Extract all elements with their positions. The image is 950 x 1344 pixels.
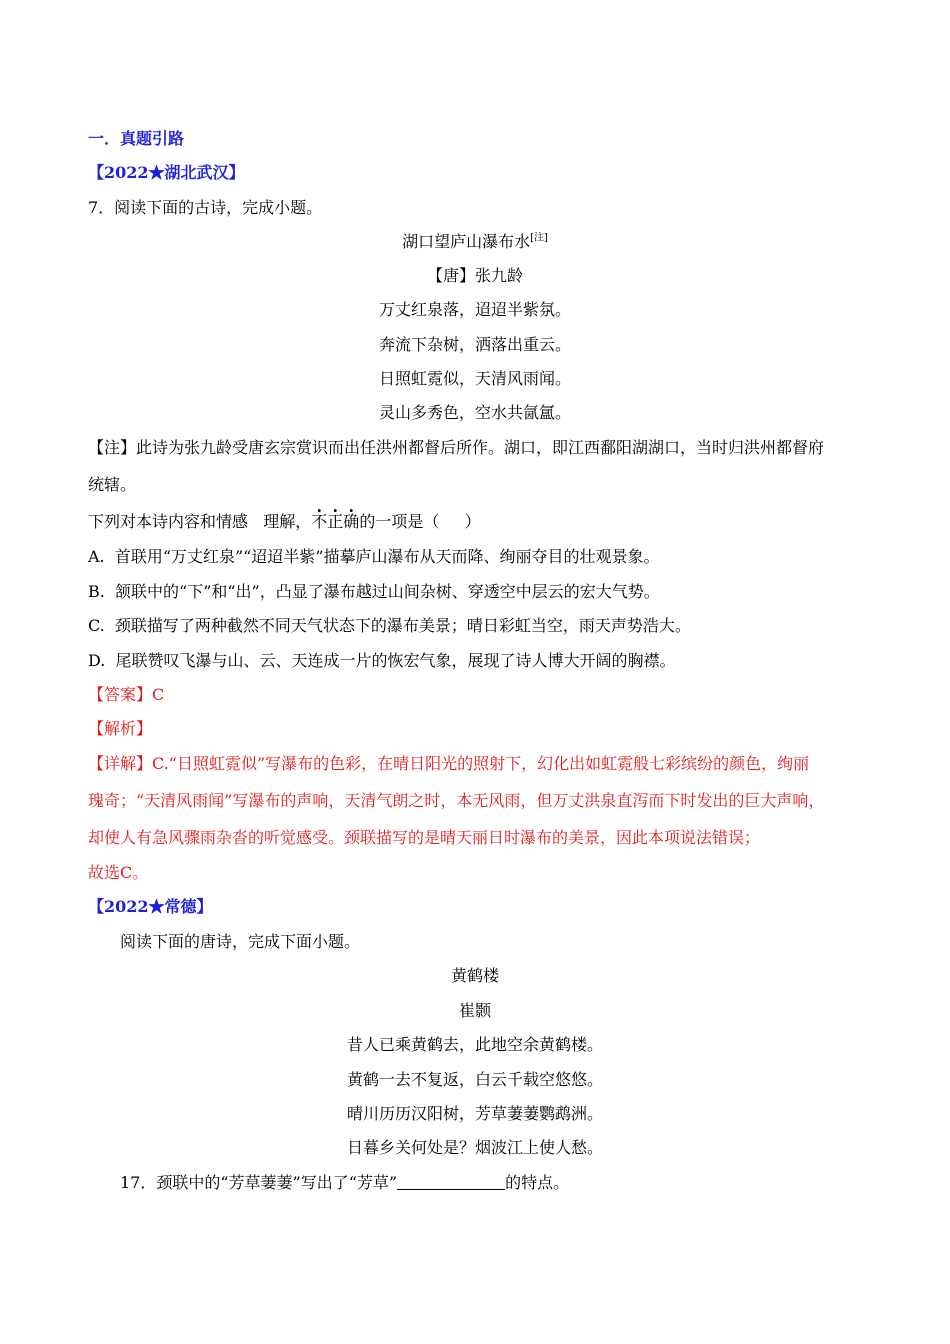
q1-note-line: 【注】此诗为张九龄受唐玄宗赏识而出任洪州都督后所作。湖口，即江西鄱阳湖湖口，当时归洪州都督府: [88, 438, 825, 457]
q1-answer-label: 【答案】: [88, 685, 153, 704]
q1-option-c: C. 颈联描写了两种截然不同天气状态下的瀑布美景；晴日彩虹当空，雨天声势浩大。: [88, 616, 691, 635]
q1-detail-line: 瑰奇；“天清风雨闻”写瀑布的声响，天清气朗之时，本无风雨，但万丈洪泉直泻而下时发出的巨大声响，: [88, 791, 825, 810]
q1-poem-line: 奔流下杂树，洒落出重云。: [378, 335, 571, 354]
answer-blank[interactable]: [397, 1174, 505, 1190]
q1-poem-line: 日照虹霓似，天清风雨闻。: [378, 369, 571, 388]
q1-detail-line: 【详解】C.“日照虹霓似”写瀑布的色彩，在晴日阳光的照射下，幻化出如虹霓般七彩缤纷的颜色，绚丽: [88, 754, 810, 773]
q1-answer: [88, 684, 164, 706]
q1-poem-title: [0, 231, 950, 253]
section-title: 一．真题引路: [88, 129, 185, 148]
q1-poem-line: 灵山多秀色，空水共氤氲。: [378, 403, 571, 422]
q1-option-d: D. 尾联赞叹飞瀑与山、云、天连成一片的恢宏气象，展现了诗人博大开阔的胸襟。: [88, 651, 676, 670]
q1-option-b: B. 颔联中的“下”和“出”，凸显了瀑布越过山间杂树、穿透空中层云的宏大气势。: [88, 582, 660, 601]
q1-question-post: 的一项是（ ）: [359, 512, 481, 531]
q1-answer-value: C: [152, 685, 165, 704]
emphasis-char: 不: [311, 512, 328, 531]
q1-question-pre: 下列对本诗内容和情感 理解，: [88, 512, 312, 531]
q1-question: [88, 511, 481, 533]
q2-poem-line: 日暮乡关何处是？烟波江上使人愁。: [346, 1138, 603, 1157]
q1-option-a: A. 首联用“万丈红泉”“迢迢半紫”描摹庐山瀑布从天而降、绚丽夺目的壮观景象。: [88, 547, 660, 566]
q1-prompt: 7．阅读下面的古诗，完成小题。: [88, 198, 323, 217]
q1-source: 【2022★湖北武汉】: [88, 163, 245, 182]
q2-question: [120, 1172, 569, 1194]
q1-poem-title-text: 湖口望庐山瀑布水: [402, 232, 531, 251]
q2-source: 【2022★常德】: [88, 897, 213, 916]
emphasis-char: 正: [327, 512, 344, 531]
q1-conclusion: 故选C。: [88, 863, 149, 882]
q2-poem-author: 崔颢: [458, 1001, 491, 1020]
q2-question-post: 的特点。: [505, 1173, 570, 1192]
q2-poem-line: 昔人已乘黄鹤去，此地空余黄鹤楼。: [346, 1035, 603, 1054]
q1-note-line: 统辖。: [88, 475, 137, 494]
emphasis-char: 确: [343, 512, 360, 531]
q1-poem-title-note: [注]: [530, 232, 548, 244]
q1-detail-line: 却使人有急风骤雨杂沓的听觉感受。颈联描写的是晴天丽日时瀑布的美景，因此本项说法错误；: [88, 828, 761, 847]
q1-poem-author: 【唐】张九龄: [426, 266, 523, 285]
q2-prompt: 阅读下面的唐诗，完成下面小题。: [120, 932, 361, 951]
q1-poem-line: 万丈红泉落，迢迢半紫氛。: [378, 300, 571, 319]
q2-poem-title: 黄鹤楼: [450, 966, 499, 985]
q2-poem-line: 晴川历历汉阳树，芳草萋萋鹦鹉洲。: [346, 1104, 603, 1123]
q2-question-pre: 17．颈联中的“芳草萋萋”写出了“芳草”: [120, 1173, 398, 1192]
q1-analysis-label: 【解析】: [88, 719, 153, 738]
q2-poem-line: 黄鹤一去不复返，白云千载空悠悠。: [346, 1070, 603, 1089]
